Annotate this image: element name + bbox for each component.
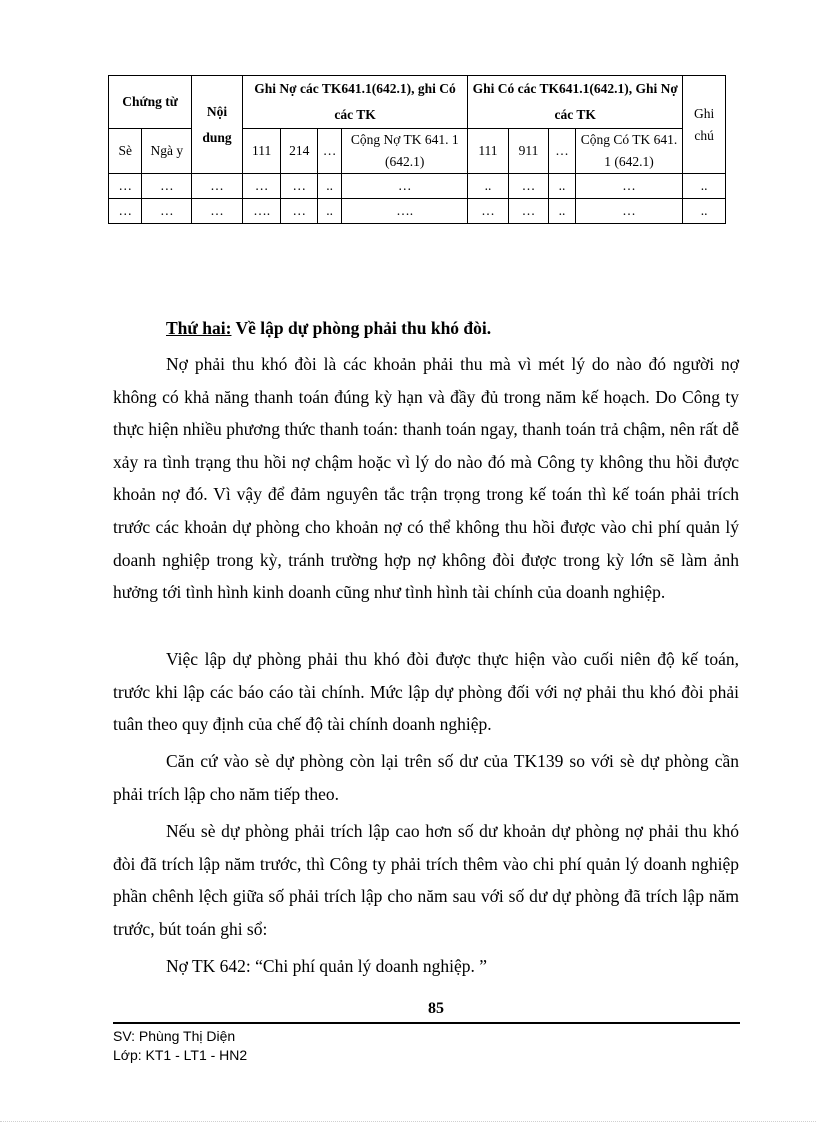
- subheader-cong-no: Cộng Nợ TK 641. 1 (642.1): [342, 129, 468, 174]
- table-cell: …: [142, 174, 192, 199]
- table-cell: …: [142, 199, 192, 224]
- subheader-so: Sè: [109, 129, 142, 174]
- paragraph-1: Nợ phải thu khó đòi là các khoản phải thu mà vì mét lý do nào đó người nợ không có khả năng thanh toán đúng kỳ hạn và đầy đủ trong năm kế hoạch. Do Công ty thực hiện nhiều phương thức thanh toán: thanh toán ngay, thanh toán trả chậm, nên rất dễ xảy ra tình trạng thu hồi nợ chậm hoặc vì lý do nào đó mà Công ty không thu hồi được khoản nợ đó. Vì vậy để đảm nguyên tắc trận trọng trong kế toán thì kế toán phải trích trước các khoản dự phòng cho khoản nợ có thể không thu hồi được vào chi phí quản lý doanh nghiệp trong kỳ, tránh trường hợp nợ không đòi được trong kỳ lớn sẽ làm ảnh hưởng tới tình hình kinh doanh cũng như tình hình tài chính của doanh nghiệp.: [113, 354, 739, 603]
- table-row: [109, 199, 726, 224]
- table-cell: …: [109, 199, 142, 224]
- table-cell: ….: [242, 199, 281, 224]
- table-cell: …: [109, 174, 142, 199]
- section-heading-title: Về lập dự phòng phải thu khó đòi.: [231, 318, 492, 338]
- table-cell: ….: [342, 199, 468, 224]
- section-heading: [166, 318, 491, 339]
- table-cell: …: [281, 174, 318, 199]
- table-cell: ..: [317, 174, 341, 199]
- subheader-cong-co: Cộng Có TK 641. 1 (642.1): [575, 129, 683, 174]
- table-cell: …: [242, 174, 281, 199]
- footer-student: SV: Phùng Thị Diện: [113, 1028, 236, 1044]
- paragraph-5: Nợ TK 642: “Chi phí quản lý doanh nghiệp. ”: [166, 956, 487, 976]
- paragraph-4: Nếu sè dự phòng phải trích lập cao hơn số dư khoản dự phòng nợ phải thu khó đòi đã trích lập năm trước, thì Công ty phải trích thêm vào chi phí quản lý doanh nghiệp phần chênh lệch giữa số phải trích lập cho năm sau với số dư dự phòng đã trích lập năm trước, bút toán ghi sổ:: [113, 821, 739, 939]
- subheader-911: 911: [508, 129, 549, 174]
- table-cell: …: [342, 174, 468, 199]
- table-row: [109, 174, 726, 199]
- bottom-dotted-line: [0, 1121, 816, 1122]
- table-cell: ..: [683, 174, 726, 199]
- header-chung-tu: Chứng từ: [109, 76, 192, 129]
- table-cell: ..: [549, 199, 575, 224]
- header-ghi-chu: Ghi chú: [683, 76, 726, 174]
- page-number: 85: [428, 1000, 444, 1017]
- table-cell: …: [281, 199, 318, 224]
- footer-class: Lớp: KT1 - LT1 - HN2: [113, 1047, 248, 1063]
- table-cell: ..: [468, 174, 509, 199]
- subheader-dots: …: [317, 129, 341, 174]
- paragraph-2: Việc lập dự phòng phải thu khó đòi được thực hiện vào cuối niên độ kế toán, trước khi lập các báo cáo tài chính. Mức lập dự phòng đối với nợ phải thu khó đòi phải tuân theo quy định của chế độ tài chính doanh nghiệp.: [113, 649, 739, 735]
- subheader-111: 111: [242, 129, 281, 174]
- header-ghi-co: Ghi Có các TK641.1(642.1), Ghi Nợ các TK: [468, 76, 683, 129]
- subheader-ngay: Ngà y: [142, 129, 192, 174]
- table-cell: …: [575, 199, 683, 224]
- table-cell: …: [575, 174, 683, 199]
- table-cell: …: [508, 174, 549, 199]
- table-cell: ..: [683, 199, 726, 224]
- paragraph-3: Căn cứ vào sè dự phòng còn lại trên số dư của TK139 so với sè dự phòng cần phải trích lập cho năm tiếp theo.: [113, 751, 739, 804]
- table-cell: …: [192, 199, 243, 224]
- section-heading-label: Thứ hai:: [166, 318, 232, 338]
- table-cell: ..: [549, 174, 575, 199]
- subheader-111b: 111: [468, 129, 509, 174]
- table-cell: …: [468, 199, 509, 224]
- subheader-214: 214: [281, 129, 318, 174]
- header-ghi-no: Ghi Nợ các TK641.1(642.1), ghi Có các TK: [242, 76, 467, 129]
- subheader-dots2: …: [549, 129, 575, 174]
- ledger-table: [108, 75, 726, 224]
- table-cell: …: [192, 174, 243, 199]
- header-noi-dung: Nội dung: [192, 76, 243, 174]
- table-cell: ..: [317, 199, 341, 224]
- table-cell: …: [508, 199, 549, 224]
- footer-rule: [113, 1022, 740, 1024]
